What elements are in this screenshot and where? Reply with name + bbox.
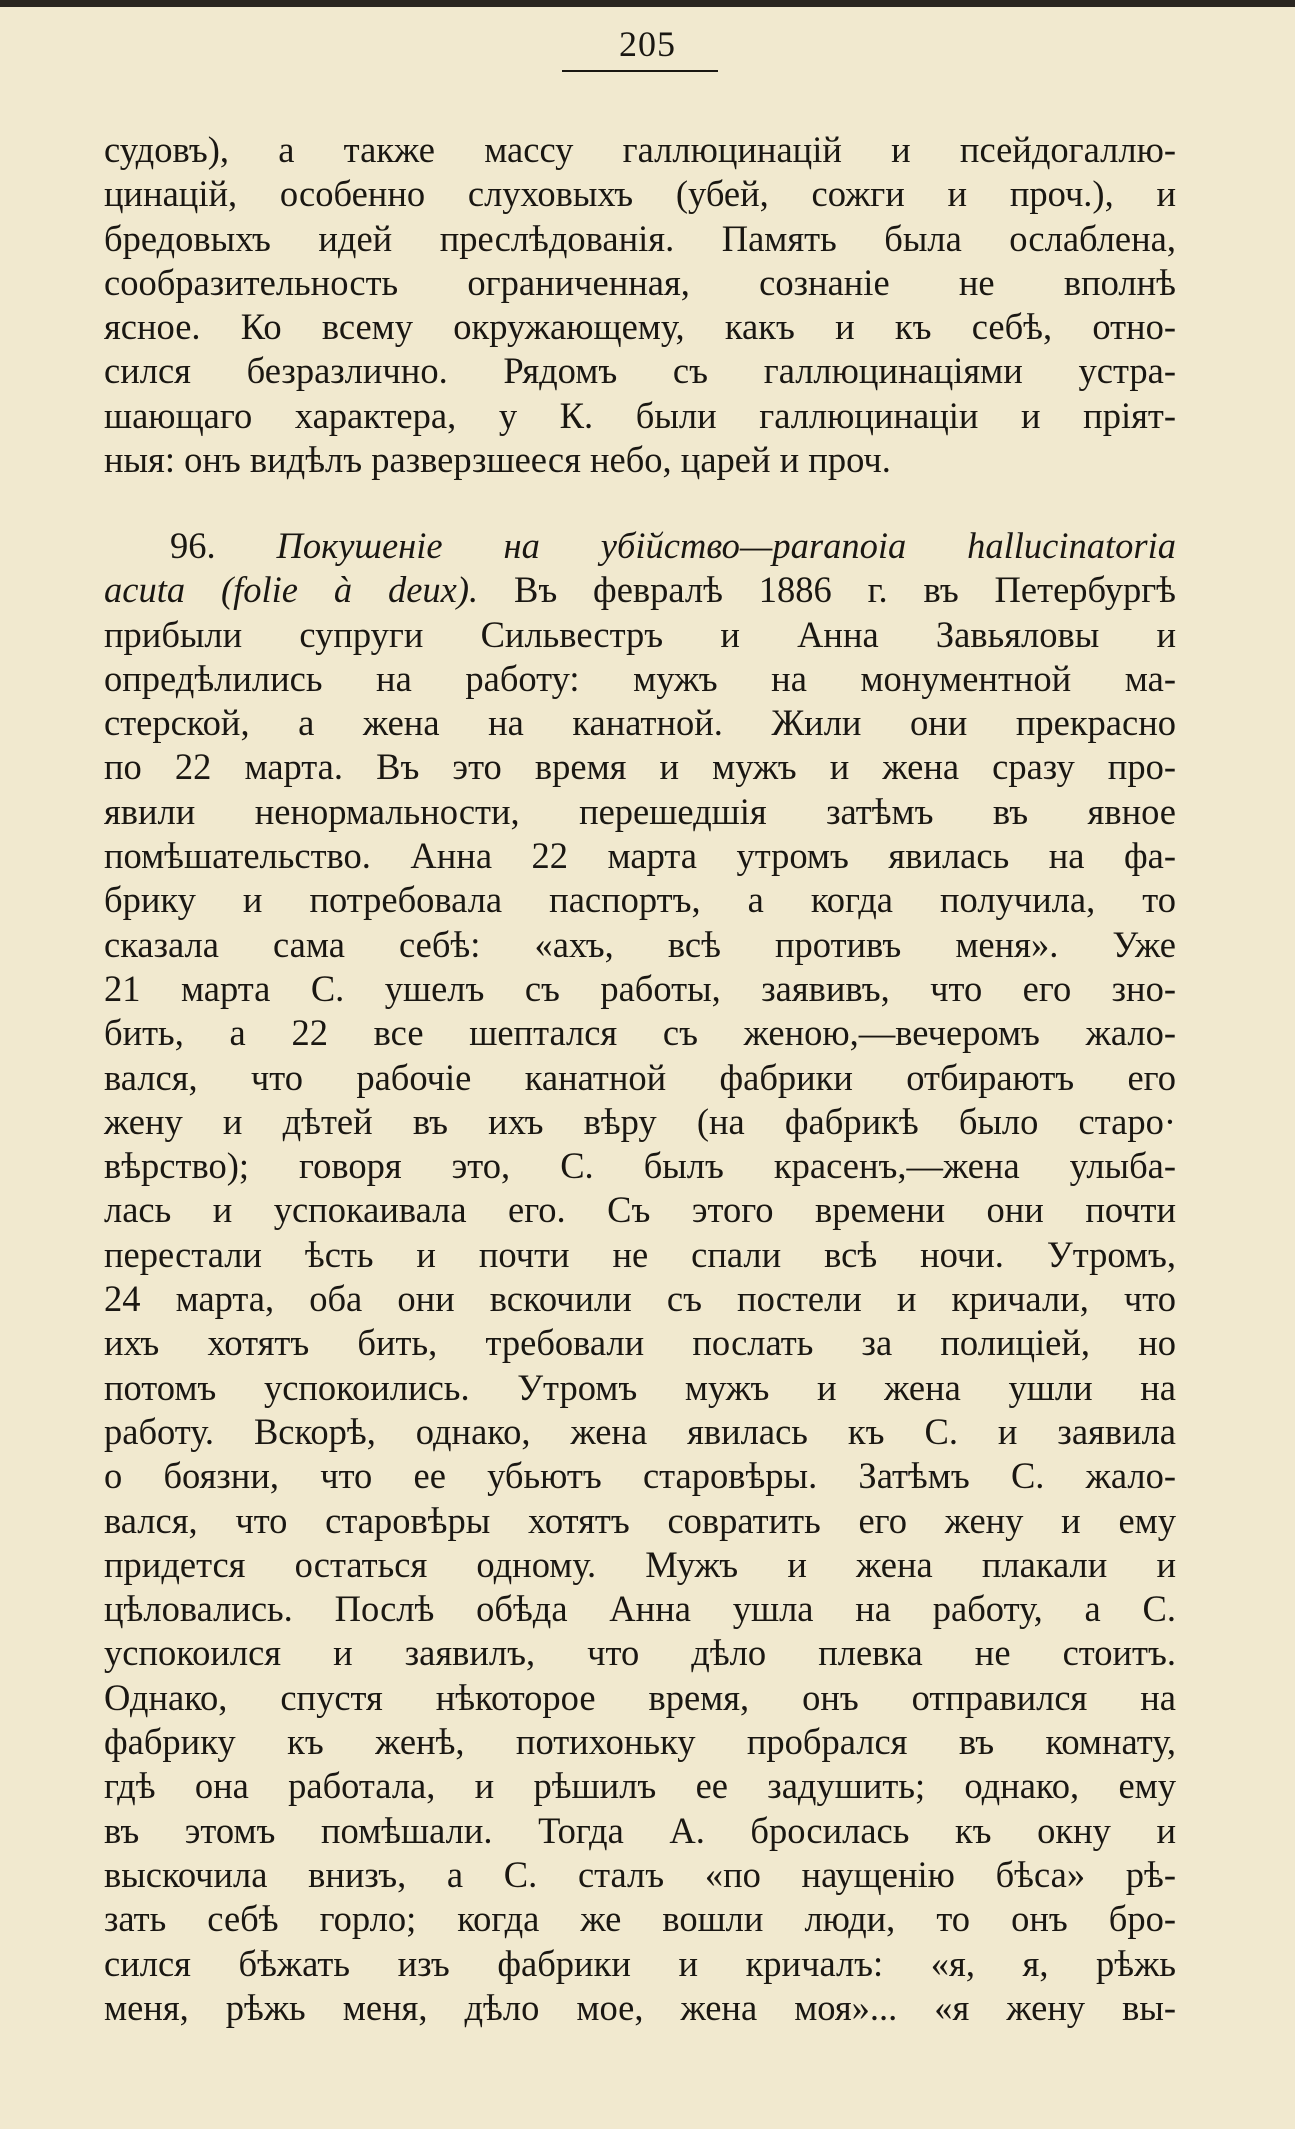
text-line: выскочила внизъ, а С. сталъ «по наущенію бѣса» рѣ-: [104, 1853, 1176, 1895]
text-line: вался, что старовѣры хотятъ совратить его жену и ему: [104, 1499, 1176, 1541]
text-line: потомъ успокоились. Утромъ мужъ и жена ушли на: [104, 1366, 1176, 1408]
page-number-rule: [562, 70, 718, 72]
case-number: 96.: [170, 525, 216, 566]
text-line: жену и дѣтей въ ихъ вѣру (на фабрикѣ было старо·: [104, 1100, 1176, 1142]
text-line: опредѣлились на работу: мужъ на монументной ма-: [104, 657, 1176, 699]
text-line: вался, что рабочіе канатной фабрики отбираютъ его: [104, 1056, 1176, 1098]
text-line: сился безразлично. Рядомъ съ галлюцинаціями устра-: [104, 350, 1176, 392]
text-line: 24 марта, оба они вскочили съ постели и кричали, что: [104, 1278, 1176, 1320]
text-line: гдѣ она работала, и рѣшилъ ее задушить; однако, ему: [104, 1765, 1176, 1807]
text-line: лась и успокаивала его. Съ этого времени они почти: [104, 1189, 1176, 1231]
text-line: шающаго характера, у К. были галлюцинаціи и пріят-: [104, 394, 1176, 436]
text-line: успокоился и заявилъ, что дѣло плевка не стоитъ.: [104, 1632, 1176, 1674]
text-line: бредовыхъ идей преслѣдованія. Память была ослаблена,: [104, 217, 1176, 259]
paragraph-1: [104, 128, 1176, 482]
text-line: фабрику къ женѣ, потихоньку пробрался въ комнату,: [104, 1721, 1176, 1763]
text-line: зать себѣ горло; когда же вошли люди, то онъ бро-: [104, 1898, 1176, 1940]
text-line: судовъ), а также массу галлюцинацій и псейдогаллю-: [104, 129, 1176, 170]
text-line: сился бѣжать изъ фабрики и кричалъ: «я, я, рѣжь: [104, 1942, 1176, 1984]
text-line: бить, а 22 все шептался съ женою,—вечеромъ жало-: [104, 1012, 1176, 1054]
text-line: [104, 524, 1176, 568]
text-line: помѣшательство. Анна 22 марта утромъ явилась на фа-: [104, 835, 1176, 877]
text-line: ихъ хотятъ бить, требовали послать за полиціей, но: [104, 1322, 1176, 1364]
text-line: ныя: онъ видѣлъ разверзшееся небо, царей и проч.: [104, 439, 891, 481]
text-line: придется остаться одному. Мужъ и жена плакали и: [104, 1543, 1176, 1585]
text-line: ясное. Ко всему окружающему, какъ и къ себѣ, отно-: [104, 306, 1176, 348]
page-top-edge: [0, 0, 1295, 7]
text-line: цинацій, особенно слуховыхъ (убей, сожги и проч.), и: [104, 173, 1176, 215]
text-line-rest: Въ февралѣ 1886 г. въ Петербургѣ: [513, 569, 1176, 611]
page-number: 205: [619, 24, 676, 64]
text-line: явили ненормальности, перешедшія затѣмъ въ явное: [104, 790, 1176, 832]
text-line: меня, рѣжь меня, дѣло мое, жена моя»... «я жену вы-: [104, 1986, 1176, 2028]
text-line: 21 марта С. ушелъ съ работы, заявивъ, что его зно-: [104, 967, 1176, 1009]
text-line: вѣрство); говоря это, С. былъ красенъ,—жена улыба-: [104, 1145, 1176, 1187]
text-line: Однако, спустя нѣкоторое время, онъ отправился на: [104, 1676, 1176, 1718]
text-line: сообразительность ограниченная, сознаніе не вполнѣ: [104, 261, 1176, 303]
text-line: по 22 марта. Въ это время и мужъ и жена сразу про-: [104, 746, 1176, 788]
text-line: стерской, а жена на канатной. Жили они прекрасно: [104, 702, 1176, 744]
text-line: работу. Вскорѣ, однако, жена явилась къ С. и заявила: [104, 1410, 1176, 1452]
case-diagnosis: acuta (folie à deux).: [104, 569, 479, 611]
case-title: Покушеніе на убійство—paranoia hallucinatoria: [276, 525, 1176, 566]
paragraph-2: [104, 524, 1176, 2030]
text-line: въ этомъ помѣшали. Тогда А. бросилась къ окну и: [104, 1809, 1176, 1851]
text-line: перестали ѣсть и почти не спали всѣ ночи. Утромъ,: [104, 1233, 1176, 1275]
text-line: цѣловались. Послѣ обѣда Анна ушла на работу, а С.: [104, 1588, 1176, 1630]
text-line: сказала сама себѣ: «ахъ, всѣ противъ меня». Уже: [104, 923, 1176, 965]
text-line: брику и потребовала паспортъ, а когда получила, то: [104, 879, 1176, 921]
text-line: о боязни, что ее убьютъ старовѣры. Затѣмъ С. жало-: [104, 1455, 1176, 1497]
text-line: прибыли супруги Сильвестръ и Анна Завьяловы и: [104, 613, 1176, 655]
text-line: [104, 568, 1176, 612]
